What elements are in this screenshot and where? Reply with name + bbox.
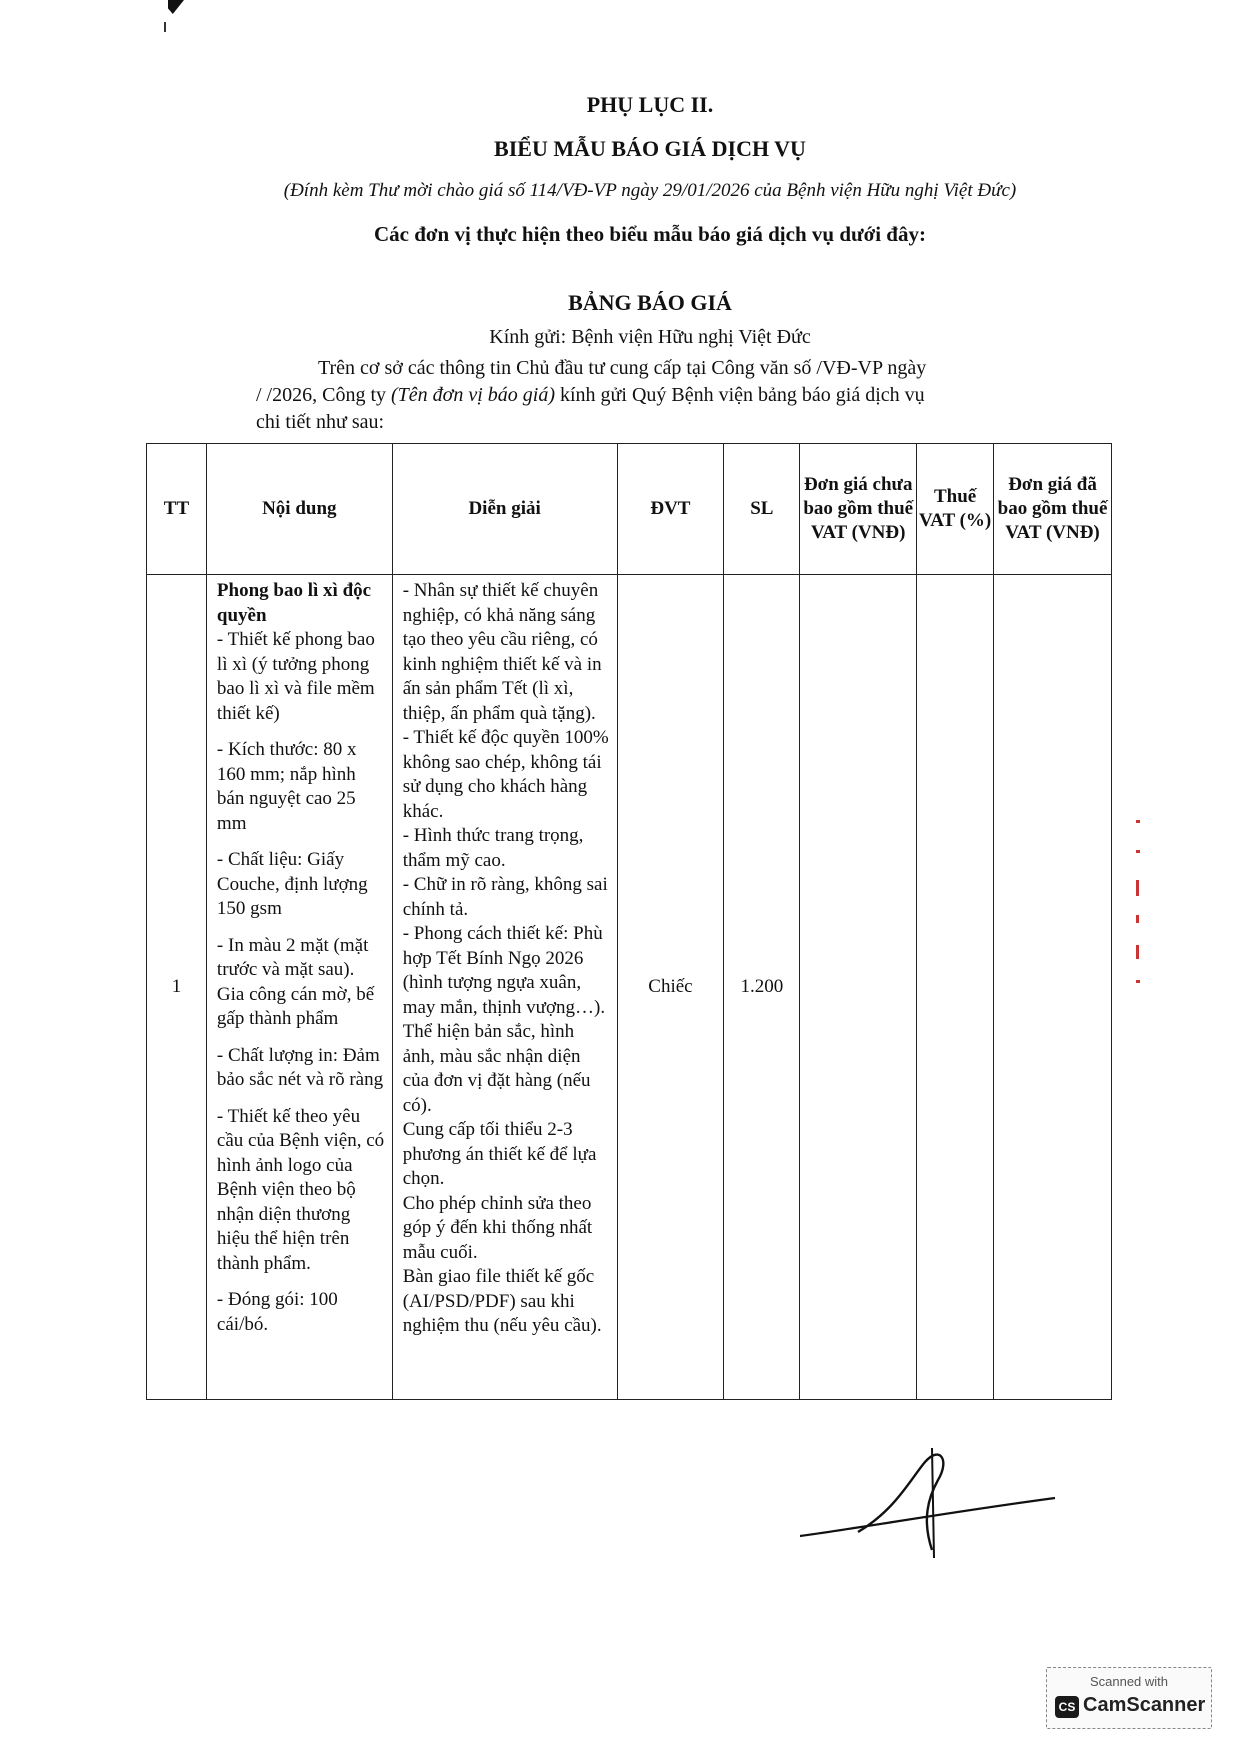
appendix-heading: PHỤ LỤC II. — [586, 92, 714, 117]
watermark-caption: Scanned with — [1089, 1674, 1169, 1689]
content-item: - Thiết kế theo yêu cầu của Bệnh viện, có hình ảnh logo của Bệnh viện theo bộ nhận diện thương hiệu thể hiện trên thành phẩm. — [216, 1105, 385, 1274]
explain-item: - Hình thức trang trọng, thẩm mỹ cao. — [402, 825, 584, 871]
margin-marks — [1134, 820, 1142, 1000]
cell-qty: 1.200 — [724, 575, 800, 1400]
content-item: - Chất liệu: Giấy Couche, định lượng 150 gsm — [216, 849, 368, 919]
watermark-brand: CamScanner — [1083, 1694, 1206, 1716]
corner-scan-tick — [164, 22, 166, 32]
form-title: BIỂU MẪU BÁO GIÁ DỊCH VỤ — [494, 136, 806, 161]
header-content: Nội dung — [206, 444, 392, 575]
header-explain: Diễn giải — [392, 444, 617, 575]
explain-item: Thể hiện bản sắc, hình ảnh, màu sắc nhận diện của đơn vị đặt hàng (nếu có). — [402, 1021, 591, 1116]
quote-table — [146, 443, 1112, 1400]
cell-unit: Chiếc — [617, 575, 724, 1400]
corner-scan-mark — [168, 0, 184, 14]
intro-line-2-rest: kính gửi Quý Bệnh viện bảng báo giá dịch vụ — [555, 384, 925, 406]
explain-item: Bàn giao file thiết kế gốc (AI/PSD/PDF) sau khi nghiệm thu (nếu yêu cầu). — [402, 1266, 602, 1336]
explain-item: - Chữ in rõ ràng, không sai chính tả. — [402, 874, 608, 920]
intro-line-1: Trên cơ sở các thông tin Chủ đầu tư cung cấp tại Công văn số /VĐ-VP ngày — [318, 357, 927, 379]
explain-item: - Nhân sự thiết kế chuyên nghiệp, có khả năng sáng tạo theo yêu cầu riêng, có kinh nghiệm thiết kế và in ấn sản phẩm Tết (lì xì, thiệp, ấn phẩm quà tặng). — [402, 580, 602, 724]
content-item: - Thiết kế phong bao lì xì (ý tưởng phong bao lì xì và file mềm thiết kế) — [216, 629, 375, 724]
content-title: Phong bao lì xì độc quyền — [216, 580, 372, 626]
content-item: - Đóng gói: 100 cái/bó. — [216, 1289, 338, 1335]
cell-content — [206, 575, 392, 1400]
camscanner-logo-icon: CS — [1055, 1696, 1079, 1718]
intro-line-3: chi tiết như sau: — [256, 411, 385, 433]
content-item: - Kích thước: 80 x 160 mm; nắp hình bán nguyệt cao 25 mm — [216, 739, 357, 834]
explain-item: Cho phép chỉnh sửa theo góp ý đến khi thống nhất mẫu cuối. — [402, 1192, 593, 1263]
camscanner-watermark — [1046, 1667, 1212, 1729]
header-vat: Thuế VAT (%) — [917, 444, 994, 575]
signature — [800, 1440, 1060, 1560]
content-item: - Chất lượng in: Đảm bảo sắc nét và rõ ràng — [216, 1044, 384, 1090]
header-price-ex-vat: Đơn giá chưa bao gồm thuế VAT (VNĐ) — [800, 444, 917, 575]
cell-tt: 1 — [147, 575, 207, 1400]
explain-item: - Phong cách thiết kế: Phù hợp Tết Bính Ngọ 2026 (hình tượng ngựa xuân, may mắn, thịnh vượng…). — [402, 923, 606, 1018]
intro-line-2-date: / /2026, Công ty — [256, 384, 392, 406]
explain-item: Cung cấp tối thiểu 2-3 phương án thiết kế để lựa chọn. — [402, 1119, 597, 1189]
header-unit: ĐVT — [617, 444, 724, 575]
table-header-row — [147, 444, 1112, 575]
intro-line-2-company: (Tên đơn vị báo giá) — [391, 384, 555, 406]
cell-price-inc-vat — [994, 575, 1112, 1400]
content-item: - In màu 2 mặt (mặt trước và mặt sau). Gia công cán mờ, bế gấp thành phẩm — [216, 934, 375, 1029]
recipient-line: Kính gửi: Bệnh viện Hữu nghị Việt Đức — [489, 326, 811, 348]
cell-vat — [917, 575, 994, 1400]
header-qty: SL — [724, 444, 800, 575]
header-price-inc-vat: Đơn giá đã bao gồm thuế VAT (VNĐ) — [994, 444, 1112, 575]
header-tt: TT — [147, 444, 207, 575]
intro-line-2 — [256, 383, 1016, 408]
cell-explain — [392, 575, 617, 1400]
quote-title: BẢNG BÁO GIÁ — [568, 290, 732, 315]
table-row — [147, 575, 1112, 1400]
attachment-note: (Đính kèm Thư mời chào giá số 114/VĐ-VP ngày 29/01/2026 của Bệnh viện Hữu nghị Việt Đức) — [283, 180, 1017, 201]
explain-item: - Thiết kế độc quyền 100% không sao chép, không tái sử dụng cho khách hàng khác. — [402, 727, 609, 822]
cell-price-ex-vat — [800, 575, 917, 1400]
instruction-line: Các đơn vị thực hiện theo biểu mẫu báo giá dịch vụ dưới đây: — [374, 222, 926, 246]
